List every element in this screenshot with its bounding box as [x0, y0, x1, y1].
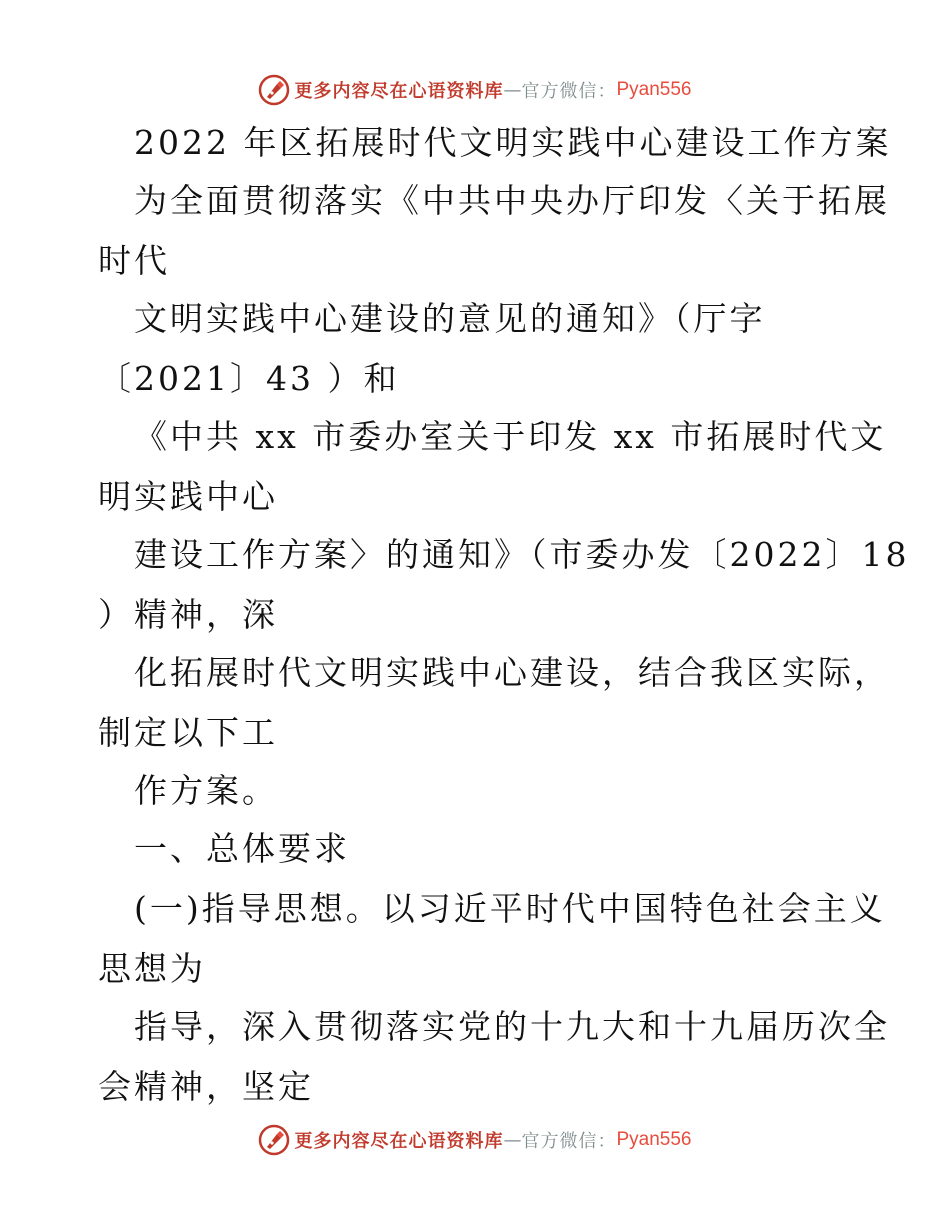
watermark-wechat-id: Pyan556	[616, 1129, 692, 1150]
header-watermark	[0, 72, 950, 108]
paragraph-line: 《中共 xx 市委办室关于印发 xx 市拓展时代文	[134, 417, 887, 456]
pen-nib-logo-icon	[258, 1124, 290, 1156]
watermark-text: 更多内容尽在心语资料库	[294, 1131, 504, 1152]
watermark-dash: —	[503, 79, 522, 101]
paragraph-line: 化拓展时代文明实践中心建设，结合我区实际，	[134, 653, 890, 692]
watermark-wechat-label: 官方微信：	[521, 81, 617, 102]
pen-nib-logo-icon	[258, 74, 290, 106]
paragraph-line: 会精神，坚定	[98, 1067, 314, 1106]
paragraph-line: 指导，深入贯彻落实党的十九大和十九届历次全	[134, 1007, 890, 1046]
paragraph-line: 〔2021〕43 ）和	[98, 359, 400, 398]
watermark-text: 更多内容尽在心语资料库	[294, 81, 504, 102]
paragraph-line: 作方案。	[134, 771, 278, 810]
paragraph-line: 文明实践中心建设的意见的通知》（厅字	[134, 299, 766, 338]
paragraph-line: 思想为	[98, 949, 206, 988]
paragraph-line: 为全面贯彻落实《中共中央办厅印发〈关于拓展	[134, 181, 890, 220]
section-heading: 一、总体要求	[134, 829, 350, 868]
paragraph-line: 制定以下工	[98, 713, 278, 752]
paragraph-line: (一)指导思想。以习近平时代中国特色社会主义	[134, 889, 886, 928]
paragraph-line: 时代	[98, 241, 170, 280]
watermark-dash: —	[503, 1129, 522, 1151]
paragraph-line: ）精神，深	[98, 595, 278, 634]
document-title: 2022 年区拓展时代文明实践中心建设工作方案	[134, 123, 892, 162]
paragraph-line: 建设工作方案〉的通知》（市委办发〔2022〕18	[134, 535, 910, 574]
footer-watermark	[0, 1122, 950, 1158]
paragraph-line: 明实践中心	[98, 477, 278, 516]
watermark-wechat-label: 官方微信：	[521, 1131, 617, 1152]
watermark-wechat-id: Pyan556	[616, 79, 692, 100]
